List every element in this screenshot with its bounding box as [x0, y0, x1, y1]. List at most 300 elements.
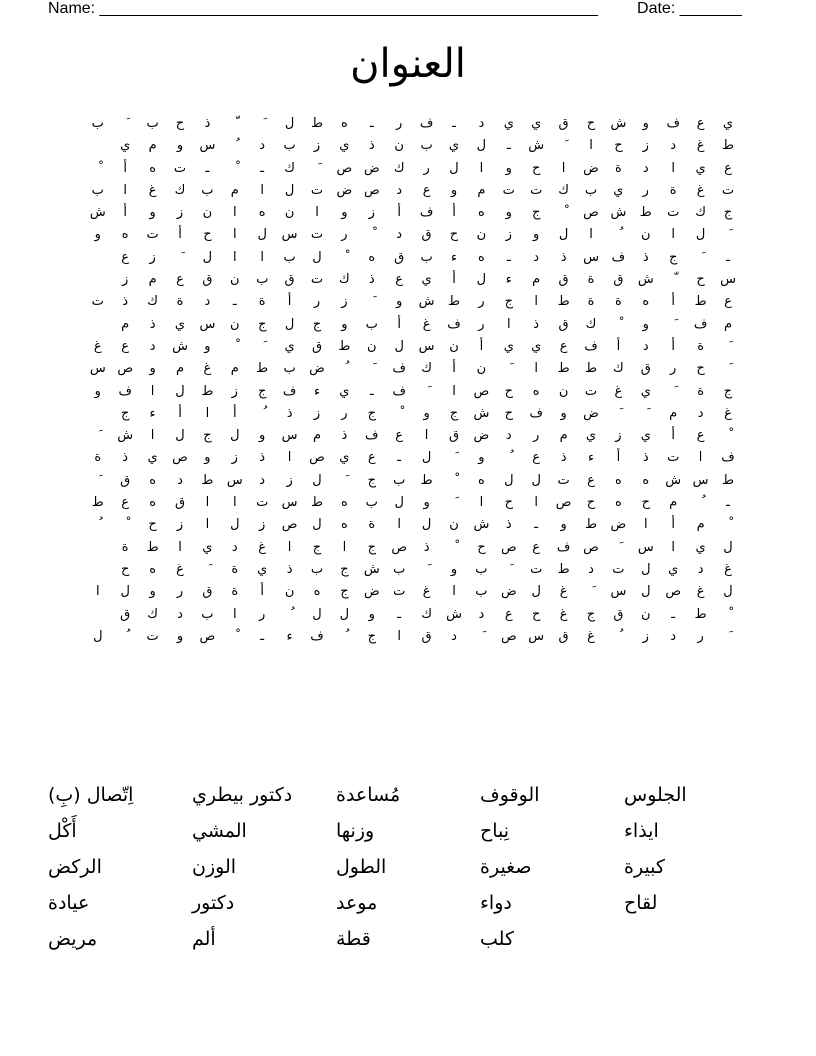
grid-cell: ش — [446, 606, 462, 622]
grid-cell: ط — [557, 294, 570, 310]
grid-cell: ط — [338, 338, 351, 354]
word-list-item: لقاح — [624, 892, 658, 914]
grid-cell: ق — [448, 428, 460, 444]
grid-cell: د — [588, 561, 594, 577]
grid-cell: ص — [363, 182, 380, 198]
grid-cell: أ — [287, 294, 292, 310]
grid-cell: ج — [340, 561, 349, 577]
grid-cell: ط — [146, 539, 159, 555]
grid-cell: م — [230, 361, 239, 377]
grid-cell: ب — [420, 138, 433, 154]
grid-cell: ل — [312, 472, 322, 488]
grid-cell: س — [89, 361, 106, 377]
grid-cell: ة — [368, 517, 376, 533]
grid-cell: ح — [696, 361, 705, 377]
word-list — [46, 779, 770, 959]
header — [48, 0, 742, 22]
grid-cell: ه — [614, 472, 622, 488]
grid-cell: ج — [203, 428, 212, 444]
grid-cell: ل — [723, 584, 733, 600]
grid-cell: ط — [694, 294, 707, 310]
grid-cell: ب — [475, 561, 488, 577]
grid-cell: ب — [283, 249, 296, 265]
grid-cell: ب — [393, 472, 406, 488]
grid-cell: ل — [531, 584, 541, 600]
word-list-item: الركض — [48, 856, 102, 878]
grid-cell — [716, 514, 740, 536]
grid-cell: ع — [724, 294, 732, 310]
grid-cell: ا — [643, 517, 648, 533]
grid-cell: ف — [529, 405, 543, 421]
grid-cell: ح — [477, 539, 486, 555]
grid-cell: غ — [203, 361, 212, 377]
grid-cell: أ — [479, 338, 484, 354]
grid-cell: ذ — [505, 517, 512, 533]
grid-cell: ا — [506, 316, 511, 332]
grid-cell: ء — [450, 249, 458, 265]
grid-cell: ا — [150, 383, 155, 399]
grid-cell: ن — [230, 272, 240, 288]
grid-cell: ط — [256, 361, 269, 377]
grid-cell: ي — [339, 383, 350, 399]
grid-row — [80, 514, 740, 536]
grid-cell: ص — [583, 205, 599, 221]
grid-cell: ح — [696, 272, 705, 288]
grid-cell: ي — [695, 160, 706, 176]
grid-cell: ج — [367, 539, 376, 555]
grid-cell — [634, 403, 658, 425]
grid-cell: ه — [149, 495, 156, 511]
grid-cell — [360, 224, 384, 246]
grid-cell: ة — [669, 182, 677, 198]
grid-cell: ذ — [259, 450, 266, 466]
grid-cell — [360, 358, 384, 380]
grid-cell: ر — [313, 294, 321, 310]
word-list-item: قطة — [336, 928, 371, 950]
grid-cell: ذ — [122, 294, 129, 310]
grid-cell: م — [121, 316, 130, 332]
grid-cell: م — [696, 517, 705, 533]
grid-cell: ق — [558, 272, 569, 288]
word-row — [46, 779, 770, 815]
grid-cell: ت — [667, 450, 680, 466]
grid-cell: ة — [231, 584, 239, 600]
grid-row — [80, 336, 740, 358]
grid-cell: ا — [232, 205, 237, 221]
grid-cell — [332, 626, 356, 648]
grid-cell: د — [177, 606, 183, 622]
grid-cell: ق — [558, 628, 569, 644]
grid-cell: ة — [697, 338, 704, 354]
grid-cell: س — [199, 316, 216, 332]
grid-cell: ذ — [423, 539, 430, 555]
grid-row — [80, 135, 740, 157]
grid-cell — [168, 247, 192, 269]
grid-cell: ع — [395, 272, 404, 288]
grid-cell — [223, 135, 247, 157]
word-list-item: الجلوس — [624, 784, 687, 806]
grid-cell: و — [423, 495, 430, 511]
grid-cell: ا — [342, 539, 347, 555]
grid-cell: م — [477, 182, 486, 198]
word-search-grid — [80, 113, 740, 648]
grid-cell: ا — [397, 628, 401, 644]
grid-cell: د — [478, 606, 485, 622]
grid-cell: ذ — [642, 450, 649, 466]
grid-cell: ة — [587, 272, 595, 288]
grid-cell: ع — [121, 495, 130, 511]
grid-cell: ح — [586, 116, 596, 131]
word-list-item: الطول — [336, 856, 387, 878]
grid-row — [80, 403, 740, 425]
grid-cell: غ — [696, 182, 705, 198]
word-row — [46, 851, 770, 887]
grid-cell: ل — [120, 584, 130, 600]
grid-cell: ا — [205, 405, 210, 421]
grid-cell: ز — [341, 294, 348, 310]
grid-cell: ي — [339, 450, 350, 466]
grid-cell: ع — [532, 539, 541, 555]
grid-cell: ل — [394, 338, 404, 354]
grid-cell: ح — [449, 227, 459, 243]
grid-cell: ي — [503, 116, 514, 131]
grid-cell: ا — [534, 495, 538, 511]
grid-cell: ن — [641, 227, 651, 243]
word-list-item: دكتور بيطري — [192, 784, 293, 806]
grid-row — [80, 158, 740, 180]
grid-cell: ح — [203, 227, 212, 243]
grid-cell: ي — [640, 383, 651, 399]
grid-cell: ر — [697, 628, 704, 644]
grid-cell: ا — [232, 249, 237, 265]
grid-cell: ل — [531, 472, 541, 488]
grid-cell: ا — [561, 160, 566, 176]
grid-cell: ا — [178, 539, 182, 555]
grid-cell: أ — [452, 361, 456, 377]
grid-cell: غ — [258, 539, 267, 555]
grid-cell: ة — [614, 160, 622, 176]
grid-row — [80, 224, 740, 246]
grid-cell: ة — [587, 294, 595, 310]
grid-cell: ا — [452, 383, 456, 399]
grid-cell: ه — [477, 249, 485, 265]
word-list-item: كبيرة — [624, 856, 665, 878]
grid-cell: ه — [642, 472, 650, 488]
grid-cell: ز — [286, 472, 293, 488]
grid-cell: ي — [448, 138, 460, 154]
grid-cell: ا — [589, 227, 593, 243]
grid-cell: د — [259, 472, 266, 488]
grid-cell: ه — [614, 495, 622, 511]
grid-cell: ج — [367, 628, 376, 644]
grid-cell: ز — [231, 383, 238, 399]
grid-cell: ق — [421, 628, 432, 644]
grid-cell: ر — [176, 584, 184, 600]
grid-cell: ز — [642, 628, 649, 644]
word-list-item: اِتّصال (بِ) — [48, 784, 134, 806]
grid-cell — [223, 158, 247, 180]
grid-cell: أ — [671, 428, 675, 444]
grid-cell: ل — [284, 316, 295, 332]
grid-cell: ص — [172, 450, 188, 466]
grid-cell: د — [396, 227, 403, 243]
grid-cell: غ — [559, 584, 568, 600]
grid-cell: و — [176, 628, 184, 644]
grid-cell: ع — [176, 272, 184, 288]
grid-cell: و — [94, 383, 101, 399]
grid-cell: ح — [175, 116, 185, 131]
grid-cell: أ — [232, 405, 237, 421]
word-list-item: المشي — [192, 820, 247, 842]
word-list-item: أَكْل — [48, 820, 77, 842]
grid-cell — [415, 381, 439, 403]
grid-cell: ض — [309, 361, 325, 377]
grid-cell: س — [281, 227, 298, 243]
grid-cell: د — [642, 160, 649, 176]
grid-cell: ـ — [205, 160, 210, 176]
grid-cell: ت — [310, 272, 324, 288]
grid-cell: ج — [504, 294, 513, 310]
grid-cell: م — [148, 138, 157, 154]
grid-cell — [716, 224, 740, 246]
grid-cell: د — [396, 182, 403, 198]
grid-cell: ا — [205, 495, 210, 511]
grid-cell: س — [720, 272, 736, 288]
grid-cell: ن — [367, 338, 377, 354]
word-row — [46, 815, 770, 851]
grid-row — [80, 492, 740, 514]
grid-cell: ر — [478, 294, 485, 310]
grid-cell: ك — [585, 316, 597, 332]
grid-cell: ن — [558, 383, 569, 399]
grid-cell: ش — [528, 138, 545, 154]
grid-cell: ش — [172, 338, 188, 354]
grid-cell: ت — [667, 205, 680, 221]
grid-cell: ر — [478, 316, 485, 332]
word-list-item: مُساعدة — [336, 784, 401, 806]
grid-cell: ا — [123, 182, 127, 198]
grid-cell: ق — [558, 316, 569, 332]
grid-cell: ن — [202, 205, 213, 221]
grid-row — [80, 537, 740, 559]
grid-cell: ه — [340, 116, 348, 131]
grid-cell: د — [231, 539, 238, 555]
grid-cell: ع — [422, 182, 431, 198]
grid-cell: ـ — [534, 517, 539, 533]
grid-cell: غ — [696, 138, 705, 154]
grid-cell: ك — [393, 160, 405, 176]
grid-cell: غ — [614, 383, 623, 399]
grid-cell: د — [451, 628, 457, 644]
grid-cell: ا — [479, 160, 484, 176]
grid-cell: ت — [557, 472, 570, 488]
grid-cell: ش — [473, 517, 490, 533]
grid-cell: ف — [419, 116, 434, 131]
grid-cell: ـ — [726, 495, 730, 511]
grid-cell — [113, 514, 137, 536]
grid-cell: ذ — [533, 316, 540, 332]
grid-cell: ز — [313, 138, 321, 154]
grid-cell: ف — [282, 383, 297, 399]
grid-cell — [223, 626, 247, 648]
grid-cell — [86, 158, 110, 180]
grid-cell: غ — [587, 628, 595, 644]
grid-cell: ب — [283, 361, 296, 377]
grid-cell: ل — [312, 249, 322, 265]
grid-cell: ا — [671, 227, 675, 243]
grid-cell: أ — [397, 316, 401, 332]
grid-cell: ه — [477, 205, 485, 221]
grid-cell: ص — [391, 539, 408, 555]
grid-cell: ل — [284, 116, 295, 131]
grid-cell: ط — [201, 472, 214, 488]
grid-cell — [113, 626, 137, 648]
grid-cell: ط — [310, 116, 324, 131]
grid-cell: د — [149, 338, 156, 354]
grid-cell — [497, 358, 521, 380]
grid-cell: ء — [505, 272, 512, 288]
grid-cell: ض — [610, 517, 627, 533]
grid-cell: ص — [583, 539, 599, 555]
grid-cell: ق — [202, 272, 213, 288]
grid-cell — [661, 314, 685, 336]
grid-cell: ر — [423, 160, 430, 176]
grid-cell: ن — [476, 227, 487, 243]
grid-cell: ع — [587, 472, 595, 488]
grid-cell: و — [204, 338, 211, 354]
grid-cell: ر — [341, 227, 348, 243]
grid-cell: م — [175, 361, 185, 377]
grid-cell: ه — [642, 294, 650, 310]
grid-cell: ج — [340, 584, 349, 600]
grid-cell: س — [226, 472, 243, 488]
grid-cell: ذ — [560, 450, 567, 466]
grid-cell: ص — [199, 628, 216, 644]
grid-cell: ص — [555, 495, 572, 511]
grid-cell: غ — [422, 584, 431, 600]
grid-cell: ق — [120, 606, 131, 622]
grid-cell: ج — [586, 606, 596, 622]
grid-cell: ا — [95, 584, 100, 600]
grid-cell: ي — [531, 116, 542, 131]
grid-cell: ل — [257, 227, 267, 243]
grid-row — [80, 358, 740, 380]
grid-cell: ص — [309, 450, 325, 466]
grid-cell: ن — [284, 584, 295, 600]
grid-cell: ع — [724, 160, 732, 176]
grid-cell: ق — [421, 227, 432, 243]
grid-cell: و — [341, 316, 348, 332]
grid-cell: ع — [367, 450, 376, 466]
grid-cell: و — [341, 205, 348, 221]
name-field-label: Name: ________________________________________________________ — [48, 0, 598, 17]
grid-cell: ز — [122, 272, 129, 288]
grid-cell: ق — [174, 495, 186, 511]
grid-cell: ي — [531, 338, 542, 354]
grid-cell — [305, 158, 329, 180]
grid-cell: و — [94, 227, 101, 243]
grid-cell — [606, 314, 630, 336]
grid-cell: م — [312, 428, 322, 444]
grid-cell: ز — [231, 450, 238, 466]
grid-cell: د — [670, 138, 677, 154]
grid-cell: م — [669, 495, 678, 511]
grid-cell: ر — [259, 606, 266, 622]
grid-cell: ل — [449, 160, 459, 176]
grid-cell: ب — [201, 182, 214, 198]
grid-cell: ف — [365, 428, 379, 444]
grid-cell: ن — [476, 361, 487, 377]
grid-cell: ف — [419, 205, 434, 221]
word-list-item: الوزن — [192, 856, 237, 878]
grid-cell: ا — [452, 584, 456, 600]
grid-cell: ت — [530, 182, 543, 198]
grid-cell: ـ — [506, 138, 511, 154]
grid-cell: ك — [174, 182, 186, 198]
grid-cell: ق — [311, 338, 323, 354]
grid-cell: ز — [505, 227, 512, 243]
grid-cell: ش — [637, 272, 654, 288]
grid-row — [80, 291, 740, 313]
grid-cell: ا — [287, 539, 292, 555]
word-list-item: عيادة — [48, 892, 90, 914]
grid-cell: ك — [147, 294, 158, 310]
grid-cell: ذ — [642, 249, 649, 265]
grid-cell: ط — [584, 361, 598, 377]
date-field-label: Date: _______ — [637, 0, 742, 17]
grid-cell: ض — [583, 405, 599, 421]
grid-cell: ر — [642, 182, 649, 198]
grid-cell: ل — [175, 383, 185, 399]
grid-cell: ب — [146, 116, 159, 131]
grid-cell: س — [528, 628, 545, 644]
grid-cell: ا — [671, 539, 675, 555]
grid-cell: د — [642, 338, 649, 354]
grid-cell: ا — [534, 361, 538, 377]
word-list-item: دواء — [480, 892, 512, 914]
grid-cell: أ — [671, 338, 675, 354]
grid-cell — [606, 537, 630, 559]
grid-cell: ل — [230, 517, 240, 533]
grid-cell: ا — [397, 517, 401, 533]
grid-cell: غ — [724, 405, 732, 421]
grid-cell — [716, 358, 740, 380]
grid-cell: ه — [121, 227, 129, 243]
grid-cell: ط — [694, 606, 707, 622]
grid-cell: ح — [641, 495, 650, 511]
grid-cell: ص — [117, 361, 134, 377]
grid-cell: ل — [312, 606, 322, 622]
grid-cell: ض — [363, 160, 380, 176]
grid-cell: ـ — [506, 249, 511, 265]
grid-cell — [195, 559, 219, 581]
grid-cell: ط — [91, 495, 104, 511]
grid-cell: ك — [695, 205, 706, 221]
grid-cell: ف — [721, 450, 735, 466]
grid-cell: د — [533, 249, 540, 265]
grid-cell: ط — [584, 517, 598, 533]
grid-cell: د — [670, 628, 677, 644]
grid-cell: أ — [123, 205, 127, 221]
grid-cell: ت — [393, 584, 406, 600]
grid-cell: ت — [502, 182, 515, 198]
grid-cell: ي — [503, 338, 514, 354]
grid-cell: ة — [697, 383, 704, 399]
grid-cell: ن — [449, 517, 459, 533]
grid-cell: ج — [257, 316, 267, 332]
grid-cell: ع — [121, 338, 130, 354]
grid-cell: ع — [504, 606, 513, 622]
